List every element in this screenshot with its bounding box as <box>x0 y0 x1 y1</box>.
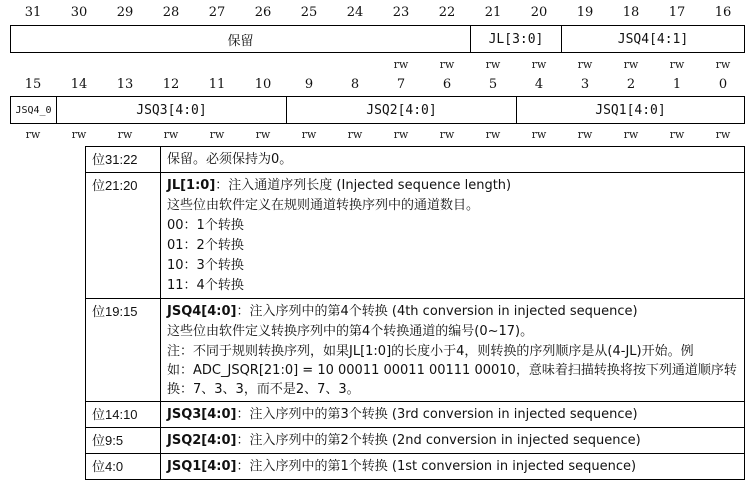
access-rw: rw <box>669 128 685 141</box>
bit-number: 2 <box>626 77 636 92</box>
bit-number: 19 <box>576 5 594 20</box>
description-heading <box>167 457 739 477</box>
register-row-high <box>10 25 745 53</box>
description-heading <box>167 431 739 451</box>
bit-range: 位9:5 <box>86 428 161 454</box>
field-name: JSQ2[4:0] <box>167 433 237 448</box>
bit-description <box>161 299 745 402</box>
bit-range: 位14:10 <box>86 402 161 428</box>
bit-number: 26 <box>254 5 272 20</box>
field-summary: ：注入序列中的第3个转换 (3rd conversion in injected sequence) <box>236 407 638 422</box>
bit-number: 30 <box>70 5 88 20</box>
bit-description-table <box>85 146 745 480</box>
bit-range: 位19:15 <box>86 299 161 402</box>
access-rw: rw <box>715 58 731 71</box>
bit-number: 15 <box>24 77 42 92</box>
bit-number: 18 <box>622 5 640 20</box>
bit-number: 25 <box>300 5 318 20</box>
field-name: JSQ3[4:0] <box>167 407 237 422</box>
bit-number: 27 <box>208 5 226 20</box>
access-rw: rw <box>117 128 133 141</box>
note-line: 如：ADC_JSQR[21:0] = 10 00011 00011 00111 00010，意味着扫描转换将按下列通道顺序转 <box>167 363 737 378</box>
access-rw: rw <box>393 128 409 141</box>
bit-number: 29 <box>116 5 134 20</box>
access-rw: rw <box>715 128 731 141</box>
bit-number: 11 <box>208 77 226 92</box>
access-rw: rw <box>163 128 179 141</box>
bit-number: 16 <box>714 5 732 20</box>
access-rw: rw <box>209 128 225 141</box>
bit-description <box>161 147 745 173</box>
access-rw: rw <box>393 58 409 71</box>
access-rw: rw <box>347 128 363 141</box>
field-jsq4-0: JSQ4_0 <box>11 97 57 123</box>
description-row <box>86 428 745 454</box>
field-jsq1: JSQ1[4:0] <box>595 102 666 118</box>
bit-number: 14 <box>70 77 88 92</box>
description-heading <box>167 150 739 170</box>
access-rw: rw <box>25 128 41 141</box>
description-line: 11：4个转换 <box>167 278 244 293</box>
bit-number: 3 <box>580 77 590 92</box>
access-rw: rw <box>301 128 317 141</box>
bit-number: 1 <box>672 77 682 92</box>
bit-range: 位31:22 <box>86 147 161 173</box>
field-name: JL[1:0] <box>167 178 216 193</box>
description-line: 00：1个转换 <box>167 218 244 233</box>
bit-range: 位4:0 <box>86 454 161 480</box>
field-jsq2: JSQ2[4:0] <box>287 97 517 123</box>
bit-number: 21 <box>484 5 502 20</box>
description-line: 这些位由软件定义在规则通道转换序列中的通道数目。 <box>167 198 480 213</box>
register-row-low <box>10 96 745 124</box>
bit-number: 20 <box>530 5 548 20</box>
access-rw: rw <box>623 128 639 141</box>
bit-number: 22 <box>438 5 456 20</box>
bit-number: 0 <box>718 77 728 92</box>
description-row <box>86 173 745 299</box>
description-row <box>86 147 745 173</box>
bit-number: 12 <box>162 77 180 92</box>
bit-range: 位21:20 <box>86 173 161 299</box>
bit-description <box>161 454 745 480</box>
bit-number: 6 <box>442 77 452 92</box>
bit-number: 8 <box>350 77 360 92</box>
bit-number: 13 <box>116 77 134 92</box>
access-rw: rw <box>71 128 87 141</box>
field-reserved: 保留 <box>11 26 471 52</box>
bit-description <box>161 428 745 454</box>
bit-number: 23 <box>392 5 410 20</box>
access-rw: rw <box>577 58 593 71</box>
field-summary: 保留。必须保持为0。 <box>167 152 293 167</box>
bit-number: 4 <box>534 77 544 92</box>
bit-number: 10 <box>254 77 272 92</box>
bit-number: 17 <box>668 5 686 20</box>
description-line: 这些位由软件定义转换序列中的第4个转换通道的编号(0~17)。 <box>167 324 534 339</box>
note-line: 换：7、3、3，而不是2、7、3。 <box>167 382 360 397</box>
access-rw: rw <box>669 58 685 71</box>
access-rw: rw <box>439 128 455 141</box>
field-jsq4-high: JSQ4[4:1] <box>617 31 689 47</box>
field-summary: ：注入序列中的第4个转换 (4th conversion in injected sequence) <box>236 304 638 319</box>
access-rw: rw <box>531 58 547 71</box>
bit-number: 5 <box>488 77 498 92</box>
description-row <box>86 454 745 480</box>
access-rw: rw <box>531 128 547 141</box>
access-rw: rw <box>485 58 501 71</box>
field-jsq3: JSQ3[4:0] <box>57 97 287 123</box>
description-line: 01：2个转换 <box>167 238 244 253</box>
field-summary: ：注入序列中的第1个转换 (1st conversion in injected sequence) <box>236 459 637 474</box>
bit-number: 28 <box>162 5 180 20</box>
bit-number: 9 <box>304 77 314 92</box>
bit-number: 31 <box>24 5 42 20</box>
field-summary: ：注入序列中的第2个转换 (2nd conversion in injected sequence) <box>236 433 641 448</box>
description-heading <box>167 176 739 196</box>
access-rw: rw <box>623 58 639 71</box>
bit-number: 24 <box>346 5 364 20</box>
description-heading <box>167 302 739 322</box>
field-summary: ：注入通道序列长度 (Injected sequence length) <box>215 178 512 193</box>
access-rw: rw <box>485 128 501 141</box>
description-row <box>86 402 745 428</box>
description-line: 10：3个转换 <box>167 258 244 273</box>
note-line: 注：不同于规则转换序列，如果JL[1:0]的长度小于4，则转换的序列顺序是从(4-JL)开始。例 <box>167 344 694 359</box>
description-heading <box>167 405 739 425</box>
access-rw: rw <box>577 128 593 141</box>
access-rw: rw <box>255 128 271 141</box>
bit-description <box>161 173 745 299</box>
description-row <box>86 299 745 402</box>
field-name: JSQ4[4:0] <box>167 304 237 319</box>
bit-description <box>161 402 745 428</box>
field-name: JSQ1[4:0] <box>167 459 237 474</box>
field-jl: JL[3:0] <box>471 26 562 52</box>
access-rw: rw <box>439 58 455 71</box>
bit-number: 7 <box>396 77 406 92</box>
